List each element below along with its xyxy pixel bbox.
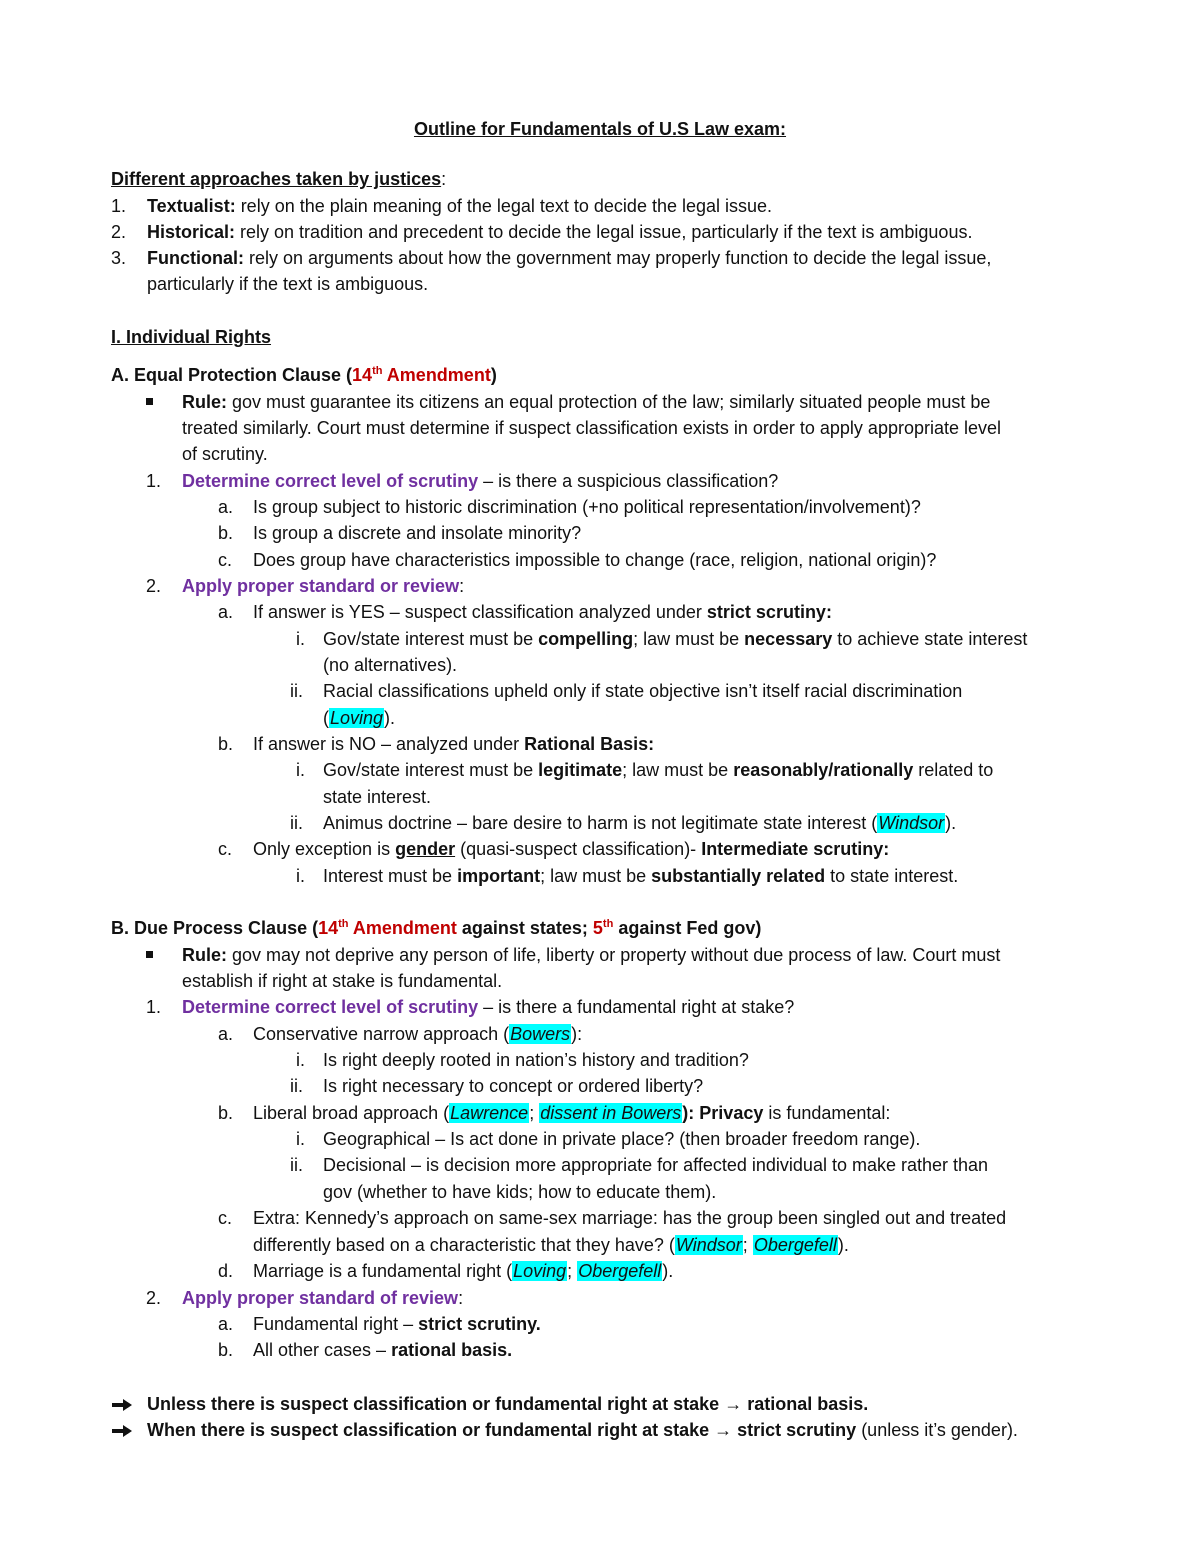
list-item: Textualist: rely on the plain meaning of the legal text to decide the legal issue.: [147, 196, 773, 216]
list-item: If answer is NO – analyzed under Rational Basis:: [253, 734, 655, 754]
list-letter: c.: [218, 1208, 233, 1228]
case-citation: Windsor: [675, 1235, 742, 1255]
right-arrow-icon: →: [724, 1394, 743, 1414]
rule-text-continuation: establish if right at stake is fundamental.: [182, 971, 503, 991]
list-item: Liberal broad approach (Lawrence; dissent in Bowers): Privacy is fundamental:: [253, 1103, 891, 1123]
list-roman: ii.: [290, 1155, 303, 1175]
rule-text-continuation: of scrutiny.: [182, 444, 268, 464]
case-citation: Obergefell: [753, 1235, 837, 1255]
list-letter: b.: [218, 523, 234, 543]
list-letter: b.: [218, 1103, 234, 1123]
list-roman: i.: [296, 1050, 305, 1070]
square-bullet-icon: [146, 951, 153, 958]
case-citation: Lawrence: [450, 1103, 529, 1123]
list-item: Only exception is gender (quasi-suspect classification)- Intermediate scrutiny:: [253, 839, 890, 859]
rule-text-continuation: treated similarly. Court must determine if suspect classification exists in order to apply appropriate level: [182, 418, 1002, 438]
subsection-heading-a: A. Equal Protection Clause (14th Amendment): [111, 365, 497, 385]
list-item-continuation: state interest.: [323, 787, 432, 807]
list-item-continuation: differently based on a characteristic that they have? (Windsor; Obergefell).: [253, 1235, 849, 1255]
list-item: Does group have characteristics impossible to change (race, religion, national origin)?: [253, 550, 937, 570]
list-letter: a.: [218, 1314, 234, 1334]
list-item: Decisional – is decision more appropriate for affected individual to make rather than: [323, 1155, 989, 1175]
subsection-heading-b: B. Due Process Clause (14th Amendment against states; 5th against Fed gov): [111, 918, 762, 938]
list-letter: b.: [218, 734, 234, 754]
page-title: Outline for Fundamentals of U.S Law exam:: [413, 119, 787, 139]
list-roman: ii.: [290, 681, 303, 701]
step-heading: Determine correct level of scrutiny – is there a fundamental right at stake?: [182, 997, 795, 1017]
step-heading: Apply proper standard of review:: [182, 1288, 464, 1308]
summary-line: When there is suspect classification or fundamental right at stake → strict scrutiny (unless it’s gender).: [147, 1420, 1018, 1440]
right-arrow-icon: [111, 1424, 133, 1438]
list-roman: i.: [296, 866, 305, 886]
list-roman: i.: [296, 760, 305, 780]
case-citation: Windsor: [878, 813, 945, 833]
list-item: Racial classifications upheld only if state objective isn’t itself racial discrimination: [323, 681, 963, 701]
list-item: Gov/state interest must be legitimate; law must be reasonably/rationally related to: [323, 760, 994, 780]
list-item-continuation: (Loving).: [323, 708, 396, 728]
list-roman: i.: [296, 1129, 305, 1149]
section-heading: I. Individual Rights: [111, 327, 272, 347]
list-letter: d.: [218, 1261, 234, 1281]
list-letter: c.: [218, 839, 233, 859]
list-item: Gov/state interest must be compelling; law must be necessary to achieve state interest: [323, 629, 1028, 649]
list-number: 2.: [111, 222, 127, 242]
list-roman: i.: [296, 629, 305, 649]
list-item: Is right deeply rooted in nation’s history and tradition?: [323, 1050, 749, 1070]
list-item: Extra: Kennedy’s approach on same-sex marriage: has the group been singled out and treated: [253, 1208, 1007, 1228]
case-citation: dissent in Bowers: [540, 1103, 682, 1123]
right-arrow-icon: →: [714, 1420, 733, 1440]
list-item: Is group a discrete and insolate minority?: [253, 523, 582, 543]
rule-text: Rule: gov may not deprive any person of life, liberty or property without due process of law. Court must: [182, 945, 1001, 965]
square-bullet-icon: [146, 398, 153, 405]
list-number: 1.: [146, 997, 162, 1017]
list-item: Fundamental right – strict scrutiny.: [253, 1314, 541, 1334]
list-item-continuation: (no alternatives).: [323, 655, 458, 675]
list-item: Animus doctrine – bare desire to harm is not legitimate state interest (Windsor).: [323, 813, 957, 833]
case-citation: Loving: [330, 708, 384, 728]
step-heading: Determine correct level of scrutiny – is there a suspicious classification?: [182, 471, 779, 491]
list-roman: ii.: [290, 813, 303, 833]
case-citation: Obergefell: [578, 1261, 662, 1281]
list-item: Functional: rely on arguments about how the government may properly function to decide the legal issue,: [147, 248, 992, 268]
list-item: Geographical – Is act done in private place? (then broader freedom range).: [323, 1129, 921, 1149]
list-number: 1.: [111, 196, 127, 216]
list-number: 2.: [146, 1288, 162, 1308]
summary-line: Unless there is suspect classification or fundamental right at stake → rational basis.: [147, 1394, 869, 1414]
list-item: If answer is YES – suspect classification analyzed under strict scrutiny:: [253, 602, 832, 622]
list-letter: b.: [218, 1340, 234, 1360]
list-letter: a.: [218, 1024, 234, 1044]
case-citation: Loving: [513, 1261, 567, 1281]
list-roman: ii.: [290, 1076, 303, 1096]
list-letter: a.: [218, 602, 234, 622]
list-letter: c.: [218, 550, 233, 570]
list-letter: a.: [218, 497, 234, 517]
approaches-heading: Different approaches taken by justices:: [111, 169, 447, 189]
list-item: Is group subject to historic discrimination (+no political representation/involvement)?: [253, 497, 921, 517]
list-item-continuation: gov (whether to have kids; how to educate them).: [323, 1182, 717, 1202]
list-item: Is right necessary to concept or ordered liberty?: [323, 1076, 704, 1096]
list-number: 3.: [111, 248, 127, 268]
list-item: Conservative narrow approach (Bowers):: [253, 1024, 583, 1044]
rule-text: Rule: gov must guarantee its citizens an equal protection of the law; similarly situated people must be: [182, 392, 991, 412]
step-heading: Apply proper standard or review:: [182, 576, 465, 596]
list-item: Historical: rely on tradition and precedent to decide the legal issue, particularly if the text is ambiguous.: [147, 222, 973, 242]
list-item-continuation: particularly if the text is ambiguous.: [147, 274, 429, 294]
list-item: Interest must be important; law must be substantially related to state interest.: [323, 866, 959, 886]
list-number: 2.: [146, 576, 162, 596]
case-citation: Bowers: [510, 1024, 571, 1044]
list-number: 1.: [146, 471, 162, 491]
right-arrow-icon: [111, 1398, 133, 1412]
list-item: All other cases – rational basis.: [253, 1340, 513, 1360]
list-item: Marriage is a fundamental right (Loving; Obergefell).: [253, 1261, 674, 1281]
